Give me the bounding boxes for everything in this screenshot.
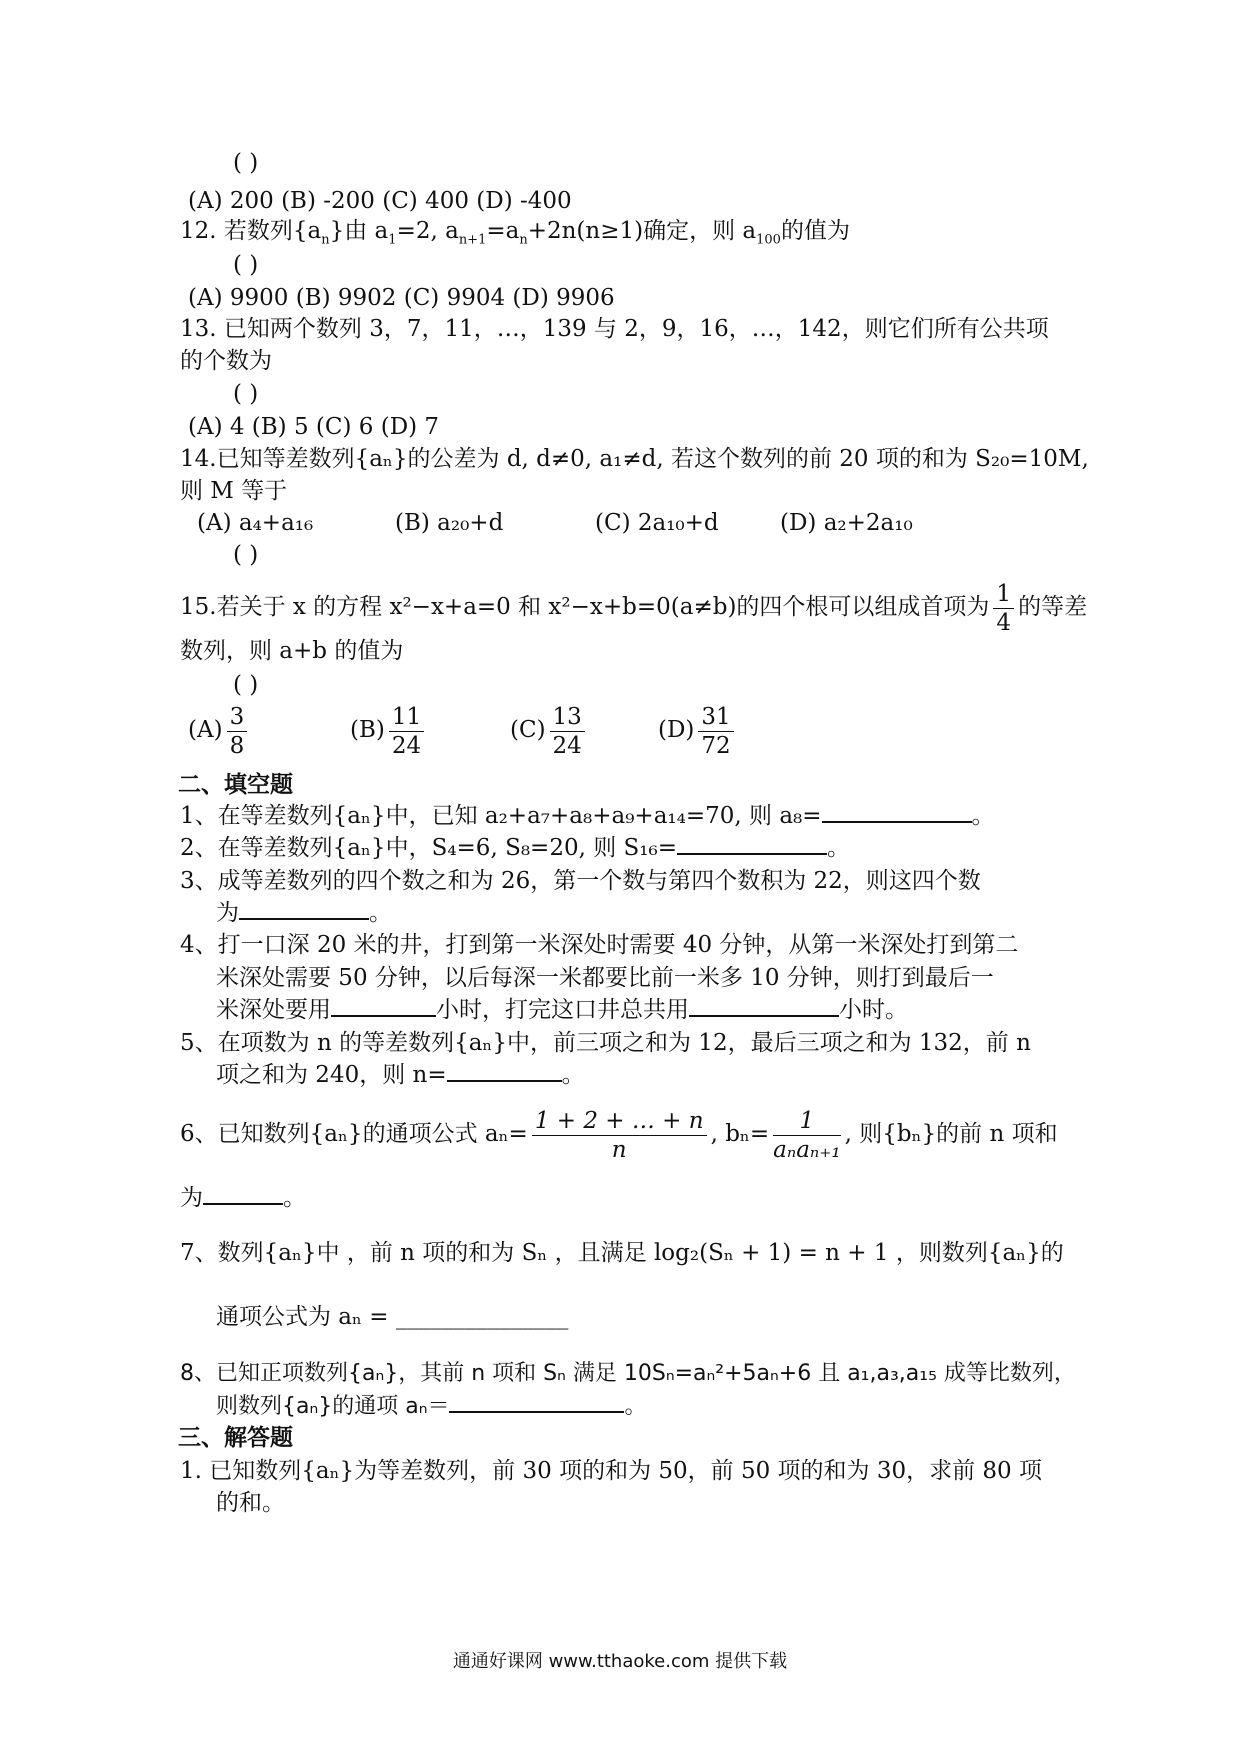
section-title-fill-in: 二、填空题 — [178, 771, 293, 798]
q13-paren: ( ) — [233, 381, 259, 407]
q14-option-c: (C) 2a₁₀+d — [595, 510, 719, 536]
fill-q1: 1、在等差数列{aₙ}中，已知 a₂+a₇+a₈+a₉+a₁₄=70, 则 a₈= 。 — [180, 803, 995, 829]
answer-blank[interactable] — [449, 1391, 624, 1413]
q15-fraction: $\frac{1}{4}$ — [993, 580, 1014, 637]
q15-paren: ( ) — [233, 672, 259, 698]
answer-blank[interactable] — [677, 833, 827, 855]
fill-q5-line1: 5、在项数为 n 的等差数列{aₙ}中，前三项之和为 12，最后三项之和为 132，前 n — [180, 1030, 1031, 1056]
q14-line1: 14.已知等差数列{aₙ}的公差为 d, d≠0, a₁≠d, 若这个数列的前 20 项的和为 S₂₀=10M, — [180, 446, 1089, 472]
q15-option-b: (B) $\frac{11}{24}$ — [350, 700, 428, 760]
fill-q6-line2: 为 。 — [180, 1185, 306, 1211]
q13-line1: 13. 已知两个数列 3，7，11，…，139 与 2，9，16，…，142，则它们所有公共项 — [180, 316, 1049, 342]
q12-options: (A) 9900 (B) 9902 (C) 9904 (D) 9906 — [188, 285, 615, 311]
q11-paren: ( ) — [233, 150, 259, 176]
section-title-solve: 三、解答题 — [178, 1424, 293, 1451]
q15-option-d: (D) $\frac{31}{72}$ — [658, 700, 738, 760]
fill-q5-line2: 项之和为 240，则 n= 。 — [216, 1062, 585, 1088]
page-footer: 通通好课网 www.tthaoke.com 提供下载 — [452, 1651, 788, 1672]
q12-paren: ( ) — [233, 252, 259, 278]
answer-blank[interactable] — [239, 898, 369, 920]
q15-option-c: (C) $\frac{13}{24}$ — [510, 700, 589, 760]
q13-options: (A) 4 (B) 5 (C) 6 (D) 7 — [188, 414, 440, 440]
q6-fraction-bn: $\frac{1}{\text{aₙaₙ₊₁}}$ — [773, 1107, 841, 1163]
q15-line2: 数列，则 a+b 的值为 — [180, 638, 404, 664]
q15-option-a: (A) $\frac{3}{8}$ — [188, 700, 251, 760]
q14-paren: ( ) — [233, 542, 259, 568]
q14-option-b: (B) a₂₀+d — [395, 510, 504, 536]
answer-q1-line2: 的和。 — [216, 1490, 285, 1516]
answer-blank[interactable] — [689, 995, 839, 1017]
q11-options: (A) 200 (B) -200 (C) 400 (D) -400 — [188, 188, 572, 214]
fill-q3-line1: 3、成等差数列的四个数之和为 26，第一个数与第四个数积为 22，则这四个数 — [180, 868, 981, 894]
answer-blank[interactable] — [447, 1060, 562, 1082]
answer-blank[interactable] — [203, 1183, 283, 1205]
q14-line2: 则 M 等于 — [180, 478, 288, 504]
fill-q7-line2: 通项公式为 aₙ = _______________ — [216, 1304, 569, 1330]
fill-q3-line2: 为 。 — [216, 900, 392, 926]
fill-q4-line2: 米深处需要 50 分钟，以后每深一米都要比前一米多 10 分钟，则打到最后一 — [216, 965, 994, 991]
fill-q4-line3: 米深处要用 小时，打完这口井总共用 小时。 — [216, 997, 908, 1023]
fill-q8-line1: 8、已知正项数列{aₙ}，其前 n 项和 Sₙ 满足 10Sₙ=aₙ²+5aₙ+6 且 a₁,a₃,a₁₅ 成等比数列， — [180, 1361, 1076, 1386]
q15-line1: 15.若关于 x 的方程 x²−x+a=0 和 x²−x+b=0(a≠b)的四个根可以组成首项为 $\frac{1}{4}$ 的等差 — [180, 580, 1088, 636]
answer-q1-line1: 1. 已知数列{aₙ}为等差数列，前 30 项的和为 50，前 50 项的和为 30，求前 80 项 — [180, 1458, 1043, 1484]
fill-q6-line1: 6、已知数列{aₙ}的通项公式 aₙ= $\frac{1 + 2 + \dots + n}{n}$ , bₙ= $\frac{1}{\text{aₙaₙ₊₁}}$ , 则{bₙ}的前 n 项和 — [180, 1107, 1058, 1163]
answer-blank[interactable] — [331, 995, 436, 1017]
q14-option-a: (A) a₄+a₁₆ — [197, 510, 314, 536]
q6-fraction-an: $\frac{1 + 2 + \dots + n}{n}$ — [532, 1107, 707, 1164]
fill-q4-line1: 4、打一口深 20 米的井，打到第一米深处时需要 40 分钟，从第一米深处打到第二 — [180, 932, 1019, 958]
answer-blank[interactable] — [822, 801, 972, 823]
q14-option-d: (D) a₂+2a₁₀ — [780, 510, 913, 536]
q13-line2: 的个数为 — [180, 348, 272, 374]
q12-question: 12. 若数列$\{a_n\}$由 $a_1=2$, $a_{n+1}=a_n+2n(n\ge 1)$确定，则 $a_{100}$的值为 — [180, 218, 850, 248]
fill-q8-line2: 则数列{aₙ}的通项 aₙ＝ 。 — [216, 1391, 647, 1422]
fill-q7-line1: 7、数列{aₙ}中 ，前 n 项的和为 Sₙ ，且满足 log₂(Sₙ + 1) = n + 1 ，则数列{aₙ}的 — [180, 1240, 1064, 1266]
fill-q2: 2、在等差数列{aₙ}中，S₄=6, S₈=20, 则 S₁₆= 。 — [180, 835, 850, 861]
